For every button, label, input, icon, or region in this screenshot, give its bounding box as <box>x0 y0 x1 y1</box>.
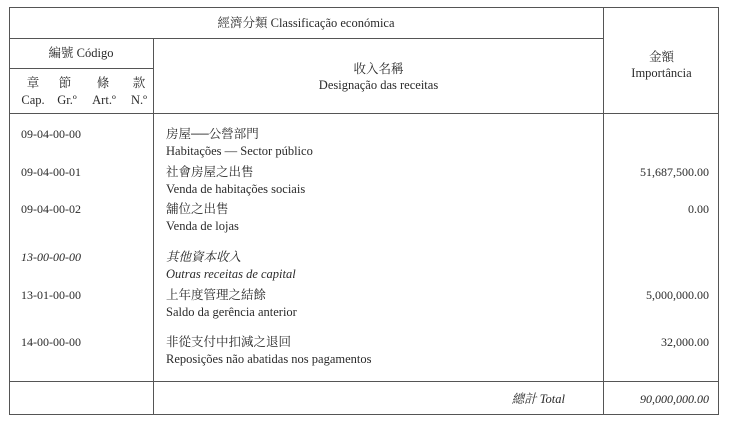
codigo-header: 編號 Código <box>48 46 114 60</box>
row-code: 09-04-00-02 <box>21 202 81 216</box>
sub-header-art-zh: 條 <box>96 76 110 90</box>
column-divider-code <box>153 38 154 415</box>
row-code: 13-01-00-00 <box>21 288 81 302</box>
row-name-pt: Habitações — Sector público <box>166 144 313 158</box>
sub-header-cap-zh: 章 <box>26 76 40 90</box>
row-name-zh: 非從支付中扣減之退回 <box>166 335 292 349</box>
row-code: 13-00-00-00 <box>21 250 81 264</box>
row-name-pt: Saldo da gerência anterior <box>166 305 297 319</box>
designation-header-zh: 收入名稱 <box>353 62 404 76</box>
amount-header-zh: 金額 <box>648 50 674 64</box>
row-code: 09-04-00-00 <box>21 127 81 141</box>
row-name-zh: 其他資本收入 <box>166 250 242 264</box>
row-amount: 0.00 <box>688 202 709 216</box>
row-name-zh: 舖位之出售 <box>166 202 229 216</box>
sub-header-cap-pt: Cap. <box>21 93 45 107</box>
sub-header-gr-zh: 節 <box>58 76 72 90</box>
row-name-pt: Reposições não abatidas nos pagamentos <box>166 352 372 366</box>
row-name-zh: 房屋──公營部門 <box>166 127 259 141</box>
row-name-pt: Venda de habitações sociais <box>166 182 306 196</box>
sub-header-n-pt: N.º <box>130 93 148 107</box>
row-amount: 51,687,500.00 <box>640 165 709 179</box>
sub-header-gr-pt: Gr.º <box>57 93 77 107</box>
header-bottom-divider <box>9 113 719 114</box>
row-name-zh: 上年度管理之結餘 <box>166 288 267 302</box>
sub-header-n-zh: 款 <box>132 76 146 90</box>
row-code: 09-04-00-01 <box>21 165 81 179</box>
row-amount: 32,000.00 <box>661 335 709 349</box>
row-code: 14-00-00-00 <box>21 335 81 349</box>
total-row-divider <box>9 381 719 382</box>
header-divider-classification <box>9 38 603 39</box>
total-amount: 90,000,000.00 <box>640 392 709 406</box>
classification-header: 經濟分類 Classificação económica <box>217 16 395 30</box>
row-name-pt: Outras receitas de capital <box>166 267 296 281</box>
row-name-zh: 社會房屋之出售 <box>166 165 254 179</box>
amount-header-pt: Importância <box>631 66 692 80</box>
row-name-pt: Venda de lojas <box>166 219 239 233</box>
header-divider-codigo <box>9 68 153 69</box>
total-label: 總計 Total <box>511 392 565 406</box>
row-amount: 5,000,000.00 <box>646 288 709 302</box>
designation-header-pt: Designação das receitas <box>318 78 439 92</box>
sub-header-art-pt: Art.º <box>92 93 116 107</box>
